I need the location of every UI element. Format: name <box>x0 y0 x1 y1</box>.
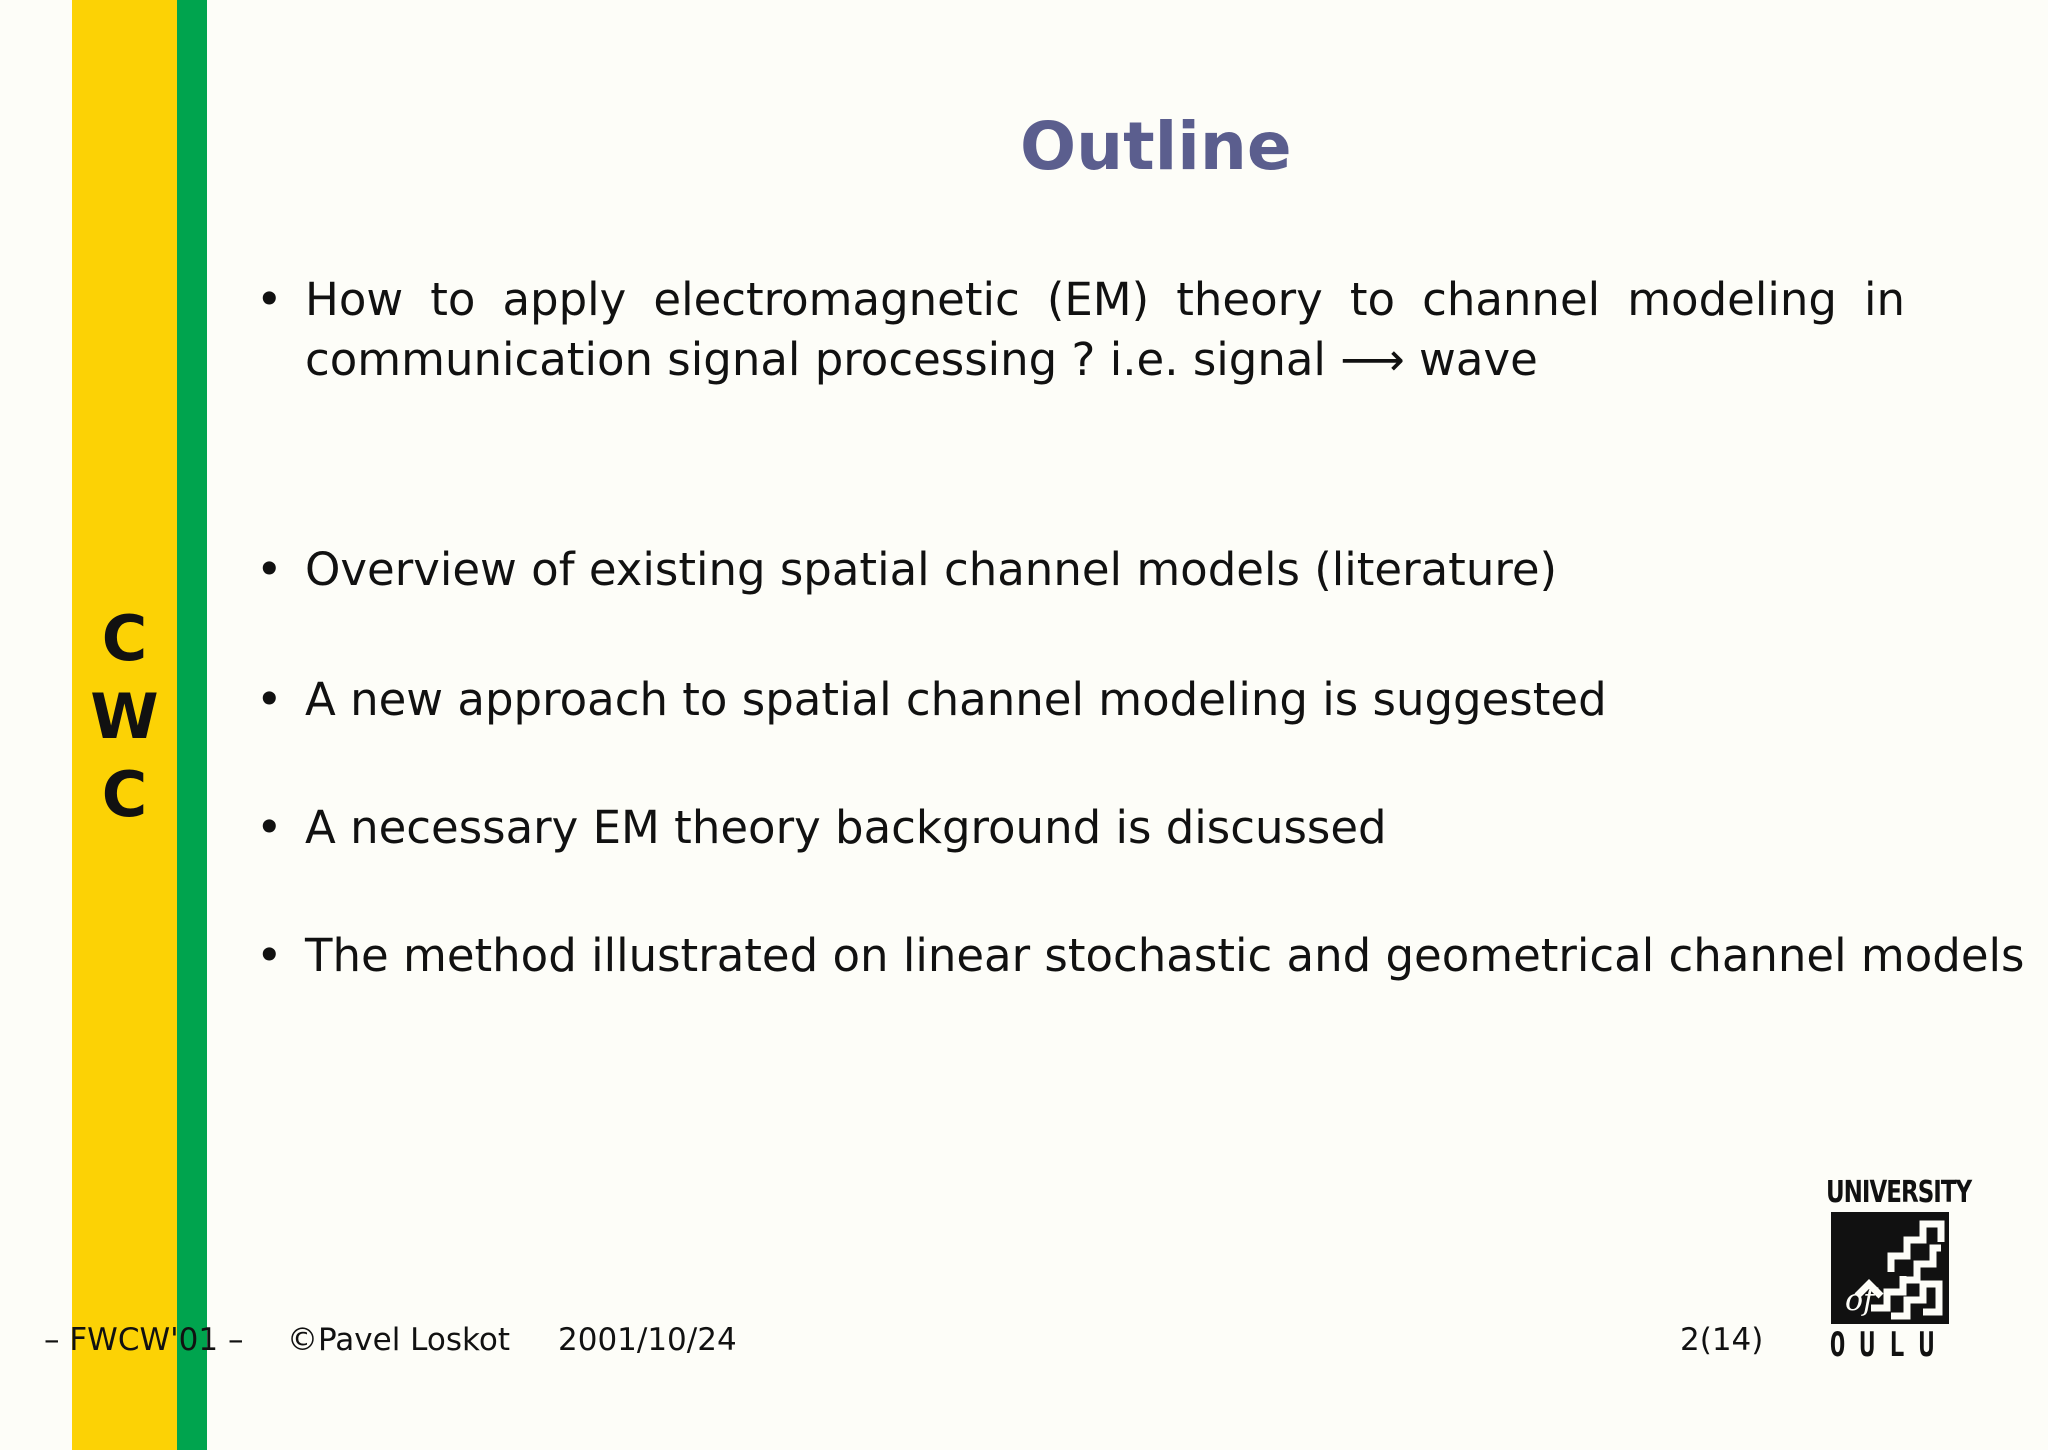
bullet-item <box>250 270 1905 390</box>
logo-of-text: of <box>1845 1283 1875 1318</box>
slide-title: Outline <box>1020 108 1292 185</box>
bullet-dot-icon: • <box>256 543 283 596</box>
bullet-text: A necessary EM theory background is discussed <box>305 801 1387 854</box>
bullet-item <box>250 798 1900 858</box>
bullet-dot-icon: • <box>256 801 283 854</box>
footer-author: ©Pavel Loskot <box>287 1322 510 1358</box>
university-logo <box>1826 1176 1972 1365</box>
bullet-item <box>250 926 2025 986</box>
logo-bottom-text: OULU <box>1829 1326 1949 1365</box>
bullet-text-continued: communication signal processing ? i.e. signal ⟶ wave <box>305 333 1538 386</box>
bullet-text: The method illustrated on linear stochastic and geometrical channel models <box>305 929 2025 982</box>
footer-page-number: 2(14) <box>1680 1322 1764 1358</box>
bullet-item <box>250 670 1900 730</box>
sidebar-letter: C <box>101 602 148 675</box>
logo-emblem-icon <box>1831 1212 1949 1324</box>
logo-top-text: UNIVERSITY <box>1826 1176 1972 1210</box>
bullet-dot-icon: • <box>256 273 283 326</box>
sidebar-letter: C <box>101 758 148 831</box>
bullet-text: A new approach to spatial channel modeling is suggested <box>305 673 1607 726</box>
bullet-dot-icon: • <box>256 673 283 726</box>
bullet-item <box>250 540 1900 600</box>
sidebar-letter: W <box>90 680 159 753</box>
bullet-text: Overview of existing spatial channel models (literature) <box>305 543 1558 596</box>
bullet-dot-icon: • <box>256 929 283 982</box>
sidebar-cwc-letters <box>72 600 177 834</box>
footer-conference: – FWCW'01 – <box>44 1322 244 1358</box>
bullet-text: How to apply electromagnetic (EM) theory to channel modeling in <box>305 273 1905 326</box>
logo-emblem <box>1831 1212 1949 1324</box>
footer-date: 2001/10/24 <box>558 1322 737 1358</box>
sidebar-green-band <box>177 0 207 1450</box>
